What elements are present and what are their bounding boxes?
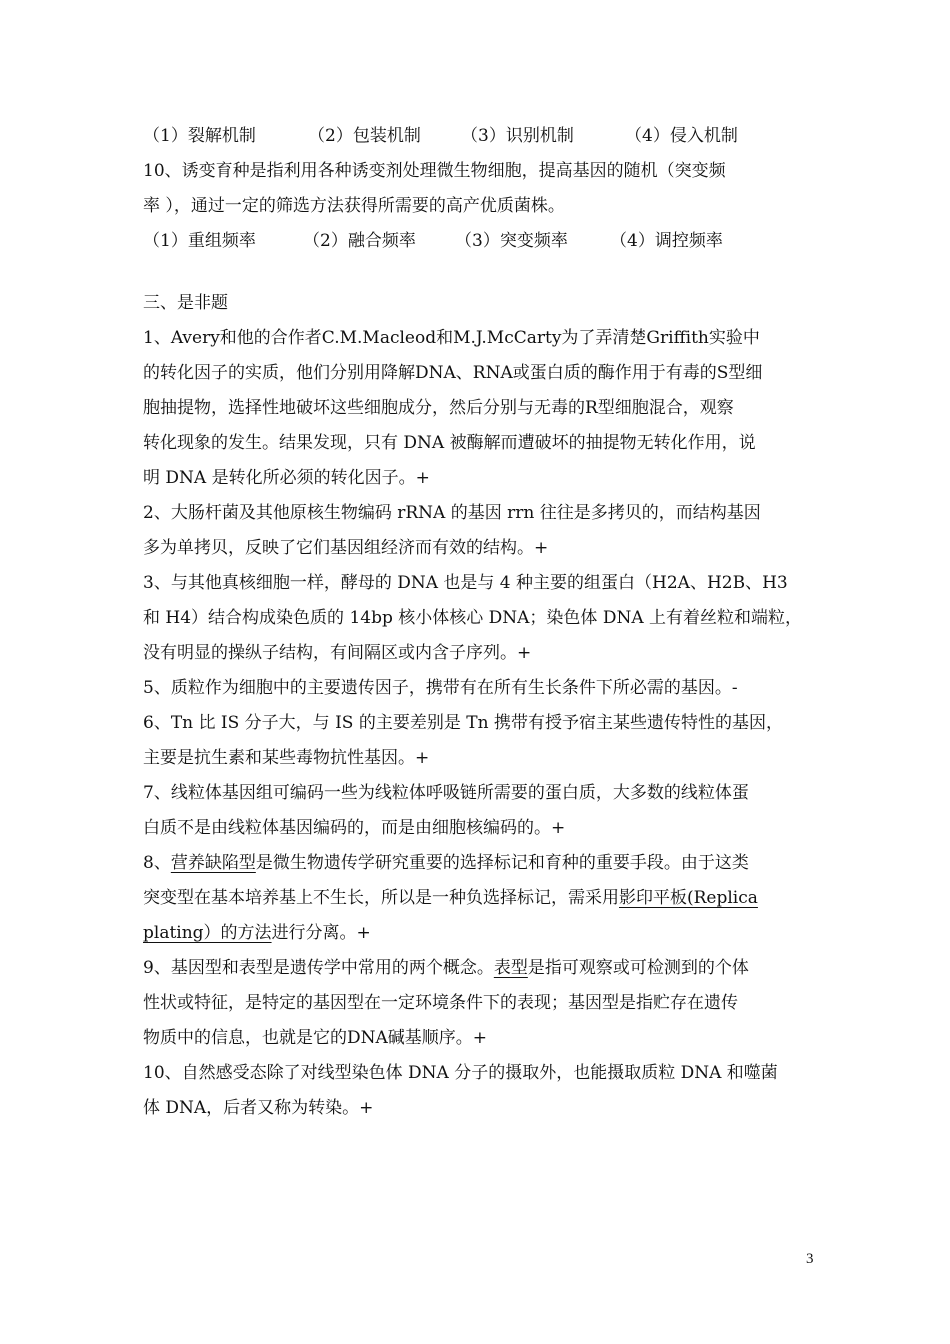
tf-item-line: 和 H4）结合构成染色质的 14bp 核小体核心 DNA；染色体 DNA 上有着丝粒和端粒，: [143, 608, 803, 628]
tf-item-line: [143, 846, 823, 881]
q10-option-2: （2）融合频率: [303, 231, 416, 251]
tf-item-8: [143, 846, 823, 951]
q10-option-3: （3）突变频率: [455, 231, 568, 251]
tf-item-line: [143, 951, 823, 986]
section-gap: [143, 259, 823, 286]
tf-item-line: 7、线粒体基因组可编码一些为线粒体呼吸链所需要的蛋白质，大多数的线粒体蛋: [143, 783, 749, 803]
tf-item-line: [143, 916, 823, 951]
tf-item-9: [143, 951, 823, 1056]
page-number: 3: [806, 1251, 814, 1267]
tf-item-line: 物质中的信息，也就是它的DNA碱基顺序。+: [143, 1028, 488, 1048]
q9-option-4: （4）侵入机制: [625, 126, 738, 146]
text-segment: 是指可观察或可检测到的个体: [527, 958, 749, 978]
q9-option-3: （3）识别机制: [461, 126, 574, 146]
tf-item-line: 10、自然感受态除了对线型染色体 DNA 分子的摄取外，也能摄取质粒 DNA 和噬菌: [143, 1063, 778, 1083]
section-heading: 三、是非题: [143, 293, 228, 313]
tf-item-line: 多为单拷贝，反映了它们基因组经济而有效的结构。+: [143, 538, 549, 558]
page-content: [143, 119, 823, 1126]
underlined-term: 营养缺陷型: [170, 853, 256, 873]
tf-item-6: [143, 706, 823, 776]
text-segment: 突变型在基本培养基上不生长，所以是一种负选择标记，需采用: [143, 888, 619, 908]
tf-item-line: 体 DNA，后者又称为转染。+: [143, 1098, 374, 1118]
question-10: [143, 154, 823, 259]
q10-line-2: 率 ），通过一定的筛选方法获得所需要的高产优质菌株。: [143, 196, 565, 216]
tf-item-2: [143, 496, 823, 566]
tf-item-line: 主要是抗生素和某些毒物抗性基因。+: [143, 748, 430, 768]
q9-option-2: （2）包装机制: [308, 126, 421, 146]
text-segment: 9、基因型和表型是遗传学中常用的两个概念。: [143, 958, 494, 978]
tf-item-line: 6、Tn 比 IS 分子大，与 IS 的主要差别是 Tn 携带有授予宿主某些遗传特性的基因，: [143, 713, 783, 733]
q10-option-4: （4）调控频率: [610, 231, 723, 251]
tf-item-line: 转化现象的发生。结果发现，只有 DNA 被酶解而遭破坏的抽提物无转化作用，说: [143, 433, 756, 453]
tf-item-line: 胞抽提物，选择性地破坏这些细胞成分，然后分别与无毒的R型细胞混合，观察: [143, 398, 734, 418]
underlined-term: 表型: [493, 958, 528, 978]
tf-item-1: [143, 321, 823, 496]
q9-option-1: （1）裂解机制: [143, 126, 256, 146]
tf-item-line: 2、大肠杆菌及其他原核生物编码 rRNA 的基因 rrn 往往是多拷贝的，而结构基因: [143, 503, 761, 523]
tf-item-line: 1、Avery和他的合作者C.M.Macleod和M.J.McCarty为了弄清楚Griffith实验中: [143, 328, 760, 348]
tf-item-line: [143, 881, 823, 916]
tf-item-line: 没有明显的操纵子结构，有间隔区或内含子序列。+: [143, 643, 532, 663]
tf-item-7: [143, 776, 823, 846]
tf-item-3: [143, 566, 823, 671]
text-segment: 是微生物遗传学研究重要的选择标记和育种的重要手段。由于这类: [255, 853, 749, 873]
text-segment: 8、: [143, 853, 171, 873]
tf-item-line: 白质不是由线粒体基因编码的，而是由细胞核编码的。+: [143, 818, 566, 838]
tf-item-line: 3、与其他真核细胞一样，酵母的 DNA 也是与 4 种主要的组蛋白（H2A、H2B、H3: [143, 573, 788, 593]
tf-item-line: 的转化因子的实质，他们分别用降解DNA、RNA或蛋白质的酶作用于有毒的S型细: [143, 363, 763, 383]
tf-item-10: [143, 1056, 823, 1126]
tf-item-line: 性状或特征，是特定的基因型在一定环境条件下的表现；基因型是指贮存在遗传: [143, 993, 738, 1013]
tf-item-5: [143, 671, 823, 706]
q9-options: [143, 119, 823, 154]
q10-options: [143, 224, 823, 259]
tf-item-line: 明 DNA 是转化所必须的转化因子。+: [143, 468, 430, 488]
q10-line-1: 10、诱变育种是指利用各种诱变剂处理微生物细胞，提高基因的随机（突变频: [143, 161, 726, 181]
text-segment: 进行分离。+: [271, 923, 371, 943]
underlined-term: plating）的方法: [143, 923, 272, 943]
tf-item-line: 5、质粒作为细胞中的主要遗传因子，携带有在所有生长条件下所必需的基因。-: [143, 678, 738, 698]
underlined-term: 影印平板(Replica: [619, 888, 758, 908]
q10-option-1: （1）重组频率: [143, 231, 256, 251]
